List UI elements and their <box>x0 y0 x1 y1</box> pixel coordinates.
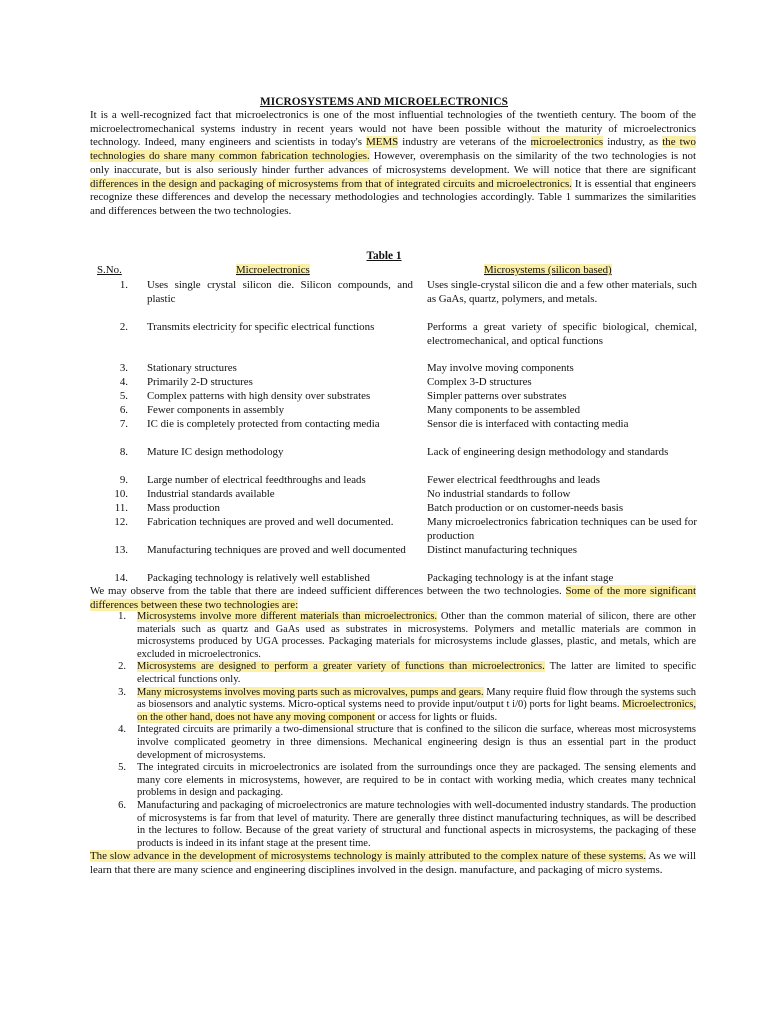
microsystems-cell: Batch production or on customer-needs basis <box>427 502 624 514</box>
microsystems-cell: Performs a great variety of specific biological, chemical, electromechanical, and optical functions <box>427 321 697 347</box>
summary-text: We may observe from the table that there are indeed sufficient differences between the two technologies. <box>90 585 566 597</box>
row-number: 3. <box>119 362 128 374</box>
highlight-design-differences: differences in the design and packaging of microsystems from that of integrated circuits and microelectronics. <box>90 177 572 190</box>
microsystems-cell: May involve moving components <box>427 362 574 374</box>
row-number: 11. <box>114 502 128 514</box>
list-text: or access for lights or fluids. <box>374 711 498 723</box>
intro-text: industry, as <box>603 136 663 149</box>
microsystems-cell: Distinct manufacturing techniques <box>427 544 578 556</box>
microelectronics-cell: Manufacturing techniques are proved and well documented <box>147 544 406 556</box>
microelectronics-cell: Large number of electrical feedthroughs and leads <box>147 474 366 486</box>
row-number: 5. <box>119 390 128 402</box>
closing-text: As we will learn that there are many science and engineering disciplines involved in the design. manufacture, and packaging of micro systems. <box>90 850 697 876</box>
table-header-sno: S.No. <box>97 264 122 276</box>
microsystems-cell: Lack of engineering design methodology and standards <box>427 446 669 458</box>
list-highlight: Microsystems are designed to perform a greater variety of functions than microelectronics. <box>137 661 545 673</box>
microelectronics-cell: Mass production <box>147 502 220 514</box>
microelectronics-cell: Industrial standards available <box>147 488 275 500</box>
microelectronics-cell: Primarily 2-D structures <box>147 376 253 388</box>
row-number: 4. <box>119 376 128 388</box>
row-number: 9. <box>119 474 128 486</box>
row-number: 1. <box>119 279 128 291</box>
microelectronics-cell: Fewer components in assembly <box>147 404 285 416</box>
list-number: 5. <box>118 762 126 774</box>
page-title: MICROSYSTEMS AND MICROELECTRONICS <box>259 96 509 108</box>
list-highlight: Microelectronics, on the other hand, does not have any moving component <box>137 699 696 723</box>
list-text: Manufacturing and packaging of microelectronics are mature technologies with well-documented industry standards. The production of microsystems is far from that level of maturity. There are generally three distinct manufacturing techniques, as will be described in the lectures to follow. Because of the great variety of structural and functional aspects in microsystems, the packaging of these products is indeed in its infant stage at the present time. <box>137 799 696 849</box>
highlight-common-fabrication: the two technologies do share many common fabrication technologies. <box>90 136 696 163</box>
row-number: 2. <box>119 321 128 333</box>
list-text: Other than the common material of silicon, there are other materials such as quartz and GaAs used as substrates in microsystems. Polymers and metallic materials are common in microsystems produced by UGA processes. Packaging materials for microsystems include glasses, plastic, and metals, which are excluded in microelectronics. <box>137 611 696 660</box>
intro-text: It is a well-recognized fact that microelectronics is one of the most influential technologies of the twentieth century. The boom of the microelectromechanical systems industry in recent years would not have been possible without the maturity of microelectronics technology. Indeed, many engineers and scientists in today's <box>90 109 696 149</box>
closing-paragraph <box>90 850 696 877</box>
microsystems-cell: No industrial standards to follow <box>427 488 571 500</box>
microsystems-cell: Simpler patterns over substrates <box>427 390 567 402</box>
list-number: 1. <box>118 611 126 622</box>
row-number: 6. <box>119 404 128 416</box>
microelectronics-cell: Fabrication techniques are proved and well documented. <box>147 516 394 528</box>
table-summary-paragraph <box>90 585 696 612</box>
microelectronics-cell: Transmits electricity for specific electrical functions <box>147 321 375 333</box>
highlight-slow-advance: The slow advance in the development of microsystems technology is mainly attributed to the complex nature of these systems. <box>90 850 647 862</box>
row-number: 12. <box>114 516 128 528</box>
list-text: The latter are limited to specific electrical functions only. <box>137 661 696 685</box>
differences-list <box>90 611 696 850</box>
list-number: 2. <box>118 661 126 673</box>
list-number: 6. <box>118 799 126 811</box>
list-item <box>90 611 696 661</box>
highlight-microelectronics: microelectronics <box>530 136 604 149</box>
microelectronics-cell: Mature IC design methodology <box>147 446 284 458</box>
list-highlight: Many microsystems involves moving parts such as microvalves, pumps and gears. <box>137 686 484 698</box>
row-number: 13. <box>114 544 128 556</box>
highlight-mems: MEMS <box>366 136 399 149</box>
row-number: 7. <box>119 418 128 430</box>
microsystems-cell: Many microelectronics fabrication techniques can be used for production <box>427 516 697 542</box>
microsystems-cell: Fewer electrical feedthroughs and leads <box>427 474 600 486</box>
microelectronics-cell: Complex patterns with high density over substrates <box>147 390 371 402</box>
header-highlight: Microelectronics <box>236 264 310 276</box>
intro-text: However, overemphasis on the similarity of the two technologies is not only inaccurate, but is also seriously hinder further advances of microsystems development. We will notice that there are significant <box>90 150 696 176</box>
list-item <box>90 724 696 762</box>
microelectronics-cell: Packaging technology is relatively well established <box>147 572 370 584</box>
row-number: 8. <box>119 446 128 458</box>
microsystems-cell: Complex 3-D structures <box>427 376 532 388</box>
microelectronics-cell: Uses single crystal silicon die. Silicon compounds, and plastic <box>147 279 413 305</box>
list-item <box>90 687 696 725</box>
microsystems-cell: Packaging technology is at the infant stage <box>427 572 614 584</box>
row-number: 14. <box>114 572 128 584</box>
list-text: The integrated circuits in microelectronics are isolated from the surroundings once they are packaged. The sensing elements and many core elements in microsystems, however, are required to be in contact with working media, which creates many technical problems in design and packaging. <box>137 762 696 799</box>
intro-text: It is essential that engineers recognize these differences and develop the necessary methodologies and technologies accordingly. Table 1 summarizes the similarities and differences between the two technologies. <box>90 177 696 217</box>
microsystems-cell: Uses single-crystal silicon die and a few other materials, such as GaAs, quartz, polymers, and metals. <box>427 279 697 305</box>
list-number: 4. <box>118 724 126 736</box>
header-highlight: Microsystems (silicon based) <box>484 264 612 276</box>
list-text: Many require fluid flow through the systems such as biosensors and analytic systems. Micro-optical systems need to provide input/output t i/0) ports for light beams. <box>137 686 697 711</box>
intro-text: industry are veterans of the <box>398 136 531 149</box>
microelectronics-cell: Stationary structures <box>147 362 237 374</box>
row-number: 10. <box>114 488 128 500</box>
list-highlight: Microsystems involve more different materials than microelectronics. <box>137 611 438 622</box>
list-item <box>90 762 696 800</box>
microsystems-cell: Many components to be assembled <box>427 404 581 416</box>
list-number: 3. <box>118 686 126 698</box>
highlight-significant-differences: Some of the more significant differences between these two technologies are: <box>90 585 696 611</box>
microsystems-cell: Sensor die is interfaced with contacting media <box>427 418 629 430</box>
microelectronics-cell: IC die is completely protected from contacting media <box>147 418 380 430</box>
intro-paragraph <box>90 109 696 219</box>
table-header-microsystems <box>484 264 612 278</box>
list-item <box>90 661 696 686</box>
table-caption: Table 1 <box>366 250 402 262</box>
table-header-microelectronics <box>236 264 310 278</box>
list-item <box>90 800 696 850</box>
list-text: Integrated circuits are primarily a two-dimensional structure that is confined to the silicon die surface, whereas most microsystems involve complicated geometry in three dimensions. Mechanical engineering design is thus an essential part in the product development of microsystems. <box>137 724 696 761</box>
